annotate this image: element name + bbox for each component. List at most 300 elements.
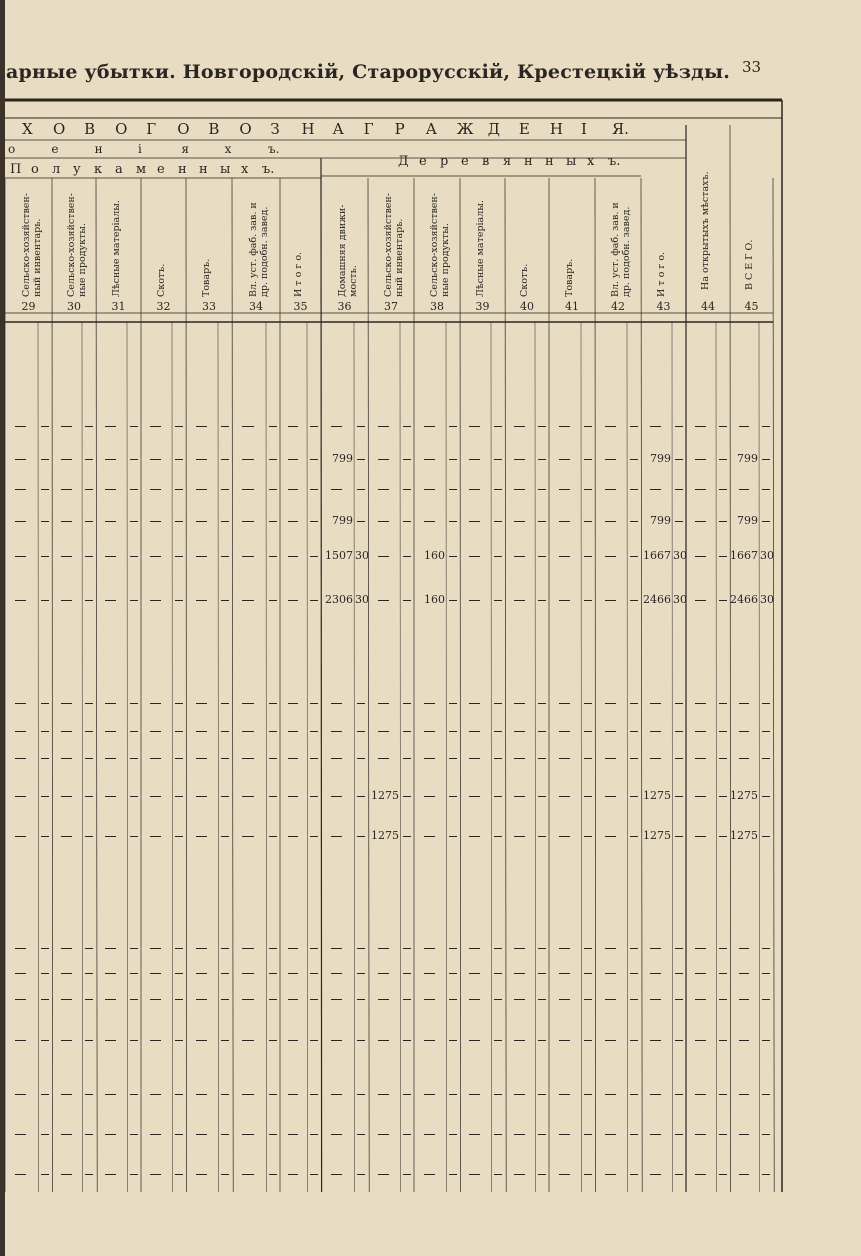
empty-dash [61, 999, 72, 1000]
empty-dash [630, 1094, 638, 1095]
empty-dash [494, 489, 502, 490]
column-divider [96, 178, 97, 1192]
empty-dash [61, 1174, 72, 1175]
empty-dash [538, 1040, 546, 1041]
empty-dash [331, 758, 343, 759]
empty-dash [130, 600, 138, 601]
empty-dash [331, 973, 343, 974]
empty-dash [242, 731, 254, 732]
empty-dash [85, 459, 93, 460]
empty-dash [85, 703, 93, 704]
empty-dash [449, 1134, 457, 1135]
empty-dash [449, 973, 457, 974]
empty-dash [538, 1094, 546, 1095]
empty-dash [559, 703, 570, 704]
empty-dash [310, 489, 318, 490]
empty-dash [559, 521, 570, 522]
empty-dash [61, 1094, 72, 1095]
empty-dash [630, 796, 638, 797]
empty-dash [538, 556, 546, 557]
empty-dash [85, 426, 93, 427]
empty-dash [559, 459, 570, 460]
empty-dash [310, 948, 318, 949]
empty-dash [424, 973, 435, 974]
empty-dash [650, 758, 661, 759]
empty-dash [762, 1094, 770, 1095]
empty-dash [41, 703, 49, 704]
subbanner-letter: я [181, 142, 189, 156]
empty-dash [378, 521, 389, 522]
empty-dash [331, 1040, 343, 1041]
empty-dash [675, 426, 683, 427]
empty-dash [605, 1040, 616, 1041]
empty-dash [196, 489, 207, 490]
empty-dash [15, 758, 27, 759]
empty-dash [449, 731, 457, 732]
kopeck-divider [218, 322, 219, 1192]
empty-dash [242, 459, 254, 460]
empty-dash [469, 521, 480, 522]
empty-dash [221, 459, 229, 460]
column-header-label: В С Е Г О. [743, 239, 755, 290]
empty-dash [269, 426, 277, 427]
empty-dash [762, 521, 770, 522]
empty-dash [630, 836, 638, 837]
kopeck-divider [38, 322, 39, 1192]
empty-dash [469, 796, 480, 797]
empty-dash [130, 489, 138, 490]
kopeck-divider [446, 322, 447, 1192]
empty-dash [41, 1134, 49, 1135]
empty-dash [719, 973, 727, 974]
table-cell-value: 1275 [730, 829, 758, 842]
column-header-label: Лѣсные матеріалы. [474, 200, 486, 297]
empty-dash [242, 758, 254, 759]
empty-dash [538, 459, 546, 460]
empty-dash [605, 948, 616, 949]
empty-dash [675, 703, 683, 704]
column-number: 42 [611, 300, 625, 313]
empty-dash [357, 459, 365, 460]
empty-dash [762, 948, 770, 949]
banner-letter: О [53, 120, 66, 138]
empty-dash [15, 796, 27, 797]
table-cell-value: 1275 [643, 789, 671, 802]
empty-dash [449, 556, 457, 557]
empty-dash [719, 796, 727, 797]
column-divider [368, 178, 369, 1192]
column-divider [460, 178, 461, 1192]
empty-dash [695, 731, 706, 732]
empty-dash [130, 1174, 138, 1175]
empty-dash [196, 731, 207, 732]
empty-dash [15, 489, 27, 490]
empty-dash [196, 521, 207, 522]
column-divider [232, 178, 233, 1192]
empty-dash [269, 731, 277, 732]
empty-dash [538, 426, 546, 427]
empty-dash [150, 521, 161, 522]
empty-dash [85, 521, 93, 522]
empty-dash [105, 1094, 116, 1095]
empty-dash [175, 758, 183, 759]
empty-dash [584, 489, 592, 490]
empty-dash [739, 973, 749, 974]
empty-dash [61, 1134, 72, 1135]
empty-dash [403, 521, 411, 522]
empty-dash [424, 1094, 435, 1095]
empty-dash [175, 836, 183, 837]
empty-dash [514, 796, 525, 797]
empty-dash [288, 556, 297, 557]
empty-dash [494, 703, 502, 704]
empty-dash [630, 948, 638, 949]
empty-dash [538, 999, 546, 1000]
empty-dash [150, 459, 161, 460]
empty-dash [403, 600, 411, 601]
empty-dash [449, 459, 457, 460]
empty-dash [269, 758, 277, 759]
empty-dash [403, 1094, 411, 1095]
empty-dash [150, 948, 161, 949]
empty-dash [469, 426, 480, 427]
column-number: 34 [249, 300, 263, 313]
table-cell-kopecks: 30 [355, 593, 369, 606]
column-header-label: Товаръ. [201, 258, 212, 297]
empty-dash [331, 426, 343, 427]
table-cell-value: 1275 [371, 829, 399, 842]
empty-dash [175, 948, 183, 949]
empty-dash [269, 796, 277, 797]
empty-dash [378, 426, 389, 427]
empty-dash [403, 489, 411, 490]
table-cell-value: 1667 [643, 549, 671, 562]
table-cell-value: 1275 [643, 829, 671, 842]
empty-dash [630, 521, 638, 522]
empty-dash [150, 999, 161, 1000]
empty-dash [357, 731, 365, 732]
empty-dash [403, 1040, 411, 1041]
column-header-label: Товаръ. [564, 258, 575, 297]
empty-dash [357, 426, 365, 427]
column-number: 41 [565, 300, 579, 313]
empty-dash [719, 836, 727, 837]
empty-dash [242, 836, 254, 837]
column-number: 29 [21, 300, 36, 313]
banner-letter: І [580, 120, 587, 138]
empty-dash [288, 836, 297, 837]
empty-dash [584, 1174, 592, 1175]
table-cell-value: 799 [332, 514, 353, 527]
empty-dash [424, 836, 435, 837]
empty-dash [41, 731, 49, 732]
empty-dash [85, 999, 93, 1000]
empty-dash [514, 973, 525, 974]
empty-dash [605, 1094, 616, 1095]
empty-dash [605, 426, 616, 427]
empty-dash [494, 973, 502, 974]
banner-letter: З [270, 120, 280, 138]
column-header-label: Лѣсные матеріалы. [110, 200, 122, 297]
empty-dash [514, 836, 525, 837]
empty-dash [469, 1094, 480, 1095]
empty-dash [378, 731, 389, 732]
empty-dash [469, 703, 480, 704]
empty-dash [494, 948, 502, 949]
empty-dash [449, 600, 457, 601]
kopeck-divider [354, 322, 355, 1192]
empty-dash [150, 426, 161, 427]
column-divider [730, 125, 731, 1192]
empty-dash [675, 489, 683, 490]
empty-dash [675, 459, 683, 460]
empty-dash [175, 1040, 183, 1041]
empty-dash [559, 556, 570, 557]
empty-dash [378, 999, 389, 1000]
empty-dash [61, 1040, 72, 1041]
empty-dash [269, 600, 277, 601]
empty-dash [695, 1134, 706, 1135]
column-number: 33 [202, 300, 216, 313]
empty-dash [15, 521, 27, 522]
empty-dash [605, 999, 616, 1000]
empty-dash [357, 489, 365, 490]
empty-dash [762, 999, 770, 1000]
empty-dash [514, 426, 525, 427]
empty-dash [288, 758, 297, 759]
empty-dash [469, 459, 480, 460]
empty-dash [310, 999, 318, 1000]
empty-dash [331, 948, 343, 949]
empty-dash [288, 973, 297, 974]
empty-dash [310, 556, 318, 557]
group-right-letter: н [545, 154, 554, 169]
empty-dash [424, 426, 435, 427]
empty-dash [378, 973, 389, 974]
group-left-letter: ъ. [262, 162, 275, 177]
empty-dash [559, 758, 570, 759]
empty-dash [175, 796, 183, 797]
empty-dash [105, 836, 116, 837]
column-header-label: Домашняя движи-мость. [336, 204, 359, 297]
group-left-letter: а [115, 162, 123, 177]
empty-dash [559, 973, 570, 974]
empty-dash [221, 556, 229, 557]
empty-dash [762, 758, 770, 759]
empty-dash [175, 521, 183, 522]
group-right-letter: р [440, 154, 449, 169]
empty-dash [605, 836, 616, 837]
empty-dash [150, 1040, 161, 1041]
empty-dash [288, 1040, 297, 1041]
empty-dash [584, 836, 592, 837]
empty-dash [221, 1134, 229, 1135]
empty-dash [269, 556, 277, 557]
empty-dash [310, 1174, 318, 1175]
group-left-letter: л [52, 162, 61, 177]
empty-dash [424, 1174, 435, 1175]
empty-dash [630, 1040, 638, 1041]
empty-dash [196, 459, 207, 460]
empty-dash [650, 1134, 661, 1135]
empty-dash [357, 796, 365, 797]
empty-dash [105, 948, 116, 949]
empty-dash [719, 1094, 727, 1095]
empty-dash [675, 973, 683, 974]
empty-dash [650, 948, 661, 949]
empty-dash [675, 1094, 683, 1095]
empty-dash [357, 1094, 365, 1095]
empty-dash [61, 948, 72, 949]
table-cell-value: 799 [650, 452, 671, 465]
kopeck-divider [266, 322, 267, 1192]
empty-dash [242, 426, 254, 427]
empty-dash [130, 948, 138, 949]
column-number: 44 [701, 300, 715, 313]
empty-dash [310, 459, 318, 460]
empty-dash [378, 1134, 389, 1135]
empty-dash [85, 1174, 93, 1175]
empty-dash [221, 1174, 229, 1175]
empty-dash [538, 731, 546, 732]
empty-dash [378, 948, 389, 949]
empty-dash [514, 521, 525, 522]
empty-dash [695, 1040, 706, 1041]
empty-dash [403, 1134, 411, 1135]
empty-dash [175, 1134, 183, 1135]
empty-dash [739, 999, 749, 1000]
banner-letter: Н [549, 120, 563, 138]
empty-dash [105, 703, 116, 704]
empty-dash [288, 796, 297, 797]
empty-dash [196, 796, 207, 797]
empty-dash [650, 1094, 661, 1095]
empty-dash [196, 1134, 207, 1135]
empty-dash [85, 731, 93, 732]
empty-dash [424, 703, 435, 704]
empty-dash [310, 1040, 318, 1041]
table-cell-value: 1507 [325, 549, 353, 562]
empty-dash [719, 489, 727, 490]
table-cell-value: 2466 [643, 593, 671, 606]
empty-dash [605, 796, 616, 797]
empty-dash [331, 1134, 343, 1135]
empty-dash [175, 703, 183, 704]
empty-dash [130, 1134, 138, 1135]
empty-dash [449, 489, 457, 490]
empty-dash [269, 836, 277, 837]
empty-dash [469, 836, 480, 837]
empty-dash [695, 459, 706, 460]
empty-dash [357, 758, 365, 759]
empty-dash [559, 1094, 570, 1095]
column-header-label: На открытыхъ мѣстахъ. [700, 171, 711, 290]
empty-dash [85, 1094, 93, 1095]
empty-dash [378, 1174, 389, 1175]
empty-dash [150, 703, 161, 704]
empty-dash [469, 948, 480, 949]
kopeck-divider [581, 322, 582, 1192]
empty-dash [762, 426, 770, 427]
empty-dash [494, 1094, 502, 1095]
empty-dash [61, 703, 72, 704]
kopeck-divider [627, 322, 628, 1192]
empty-dash [105, 1040, 116, 1041]
empty-dash [514, 731, 525, 732]
empty-dash [605, 1134, 616, 1135]
empty-dash [559, 1134, 570, 1135]
column-number: 43 [656, 300, 671, 313]
empty-dash [85, 796, 93, 797]
table-cell-value: 799 [650, 514, 671, 527]
empty-dash [288, 1134, 297, 1135]
empty-dash [559, 731, 570, 732]
empty-dash [762, 796, 770, 797]
column-divider [641, 178, 642, 1192]
empty-dash [424, 796, 435, 797]
empty-dash [357, 1174, 365, 1175]
empty-dash [130, 973, 138, 974]
empty-dash [695, 703, 706, 704]
empty-dash [514, 600, 525, 601]
empty-dash [719, 703, 727, 704]
banner-letter: Р [394, 120, 405, 138]
empty-dash [310, 703, 318, 704]
empty-dash [175, 426, 183, 427]
table-cell-value: 799 [737, 452, 758, 465]
empty-dash [605, 758, 616, 759]
banner-letter: Д [487, 120, 500, 138]
empty-dash [331, 489, 343, 490]
empty-dash [175, 731, 183, 732]
group-right-letter: ъ. [608, 154, 621, 169]
empty-dash [538, 758, 546, 759]
empty-dash [378, 556, 389, 557]
empty-dash [762, 973, 770, 974]
banner-letter: О [177, 120, 190, 138]
column-header-label: Сельско-хозяйствен-ные продукты. [429, 193, 451, 297]
empty-dash [538, 1134, 546, 1135]
table-cell-value: 2466 [730, 593, 758, 606]
column-number: 36 [337, 300, 352, 313]
empty-dash [605, 1174, 616, 1175]
empty-dash [494, 426, 502, 427]
empty-dash [105, 1174, 116, 1175]
empty-dash [514, 556, 525, 557]
empty-dash [584, 556, 592, 557]
empty-dash [424, 999, 435, 1000]
table-cell-value: 1667 [730, 549, 758, 562]
column-header-label: Сельско-хозяйствен-ный инвентарь. [20, 193, 43, 297]
empty-dash [221, 999, 229, 1000]
empty-dash [584, 1134, 592, 1135]
empty-dash [85, 1134, 93, 1135]
group-right-letter: Д [398, 154, 409, 169]
empty-dash [85, 1040, 93, 1041]
table-cell-value: 160 [424, 549, 445, 562]
empty-dash [310, 796, 318, 797]
empty-dash [403, 999, 411, 1000]
empty-dash [130, 703, 138, 704]
empty-dash [105, 459, 116, 460]
empty-dash [469, 973, 480, 974]
empty-dash [538, 489, 546, 490]
empty-dash [514, 999, 525, 1000]
empty-dash [762, 703, 770, 704]
empty-dash [449, 999, 457, 1000]
kopeck-divider [82, 322, 83, 1192]
empty-dash [494, 459, 502, 460]
